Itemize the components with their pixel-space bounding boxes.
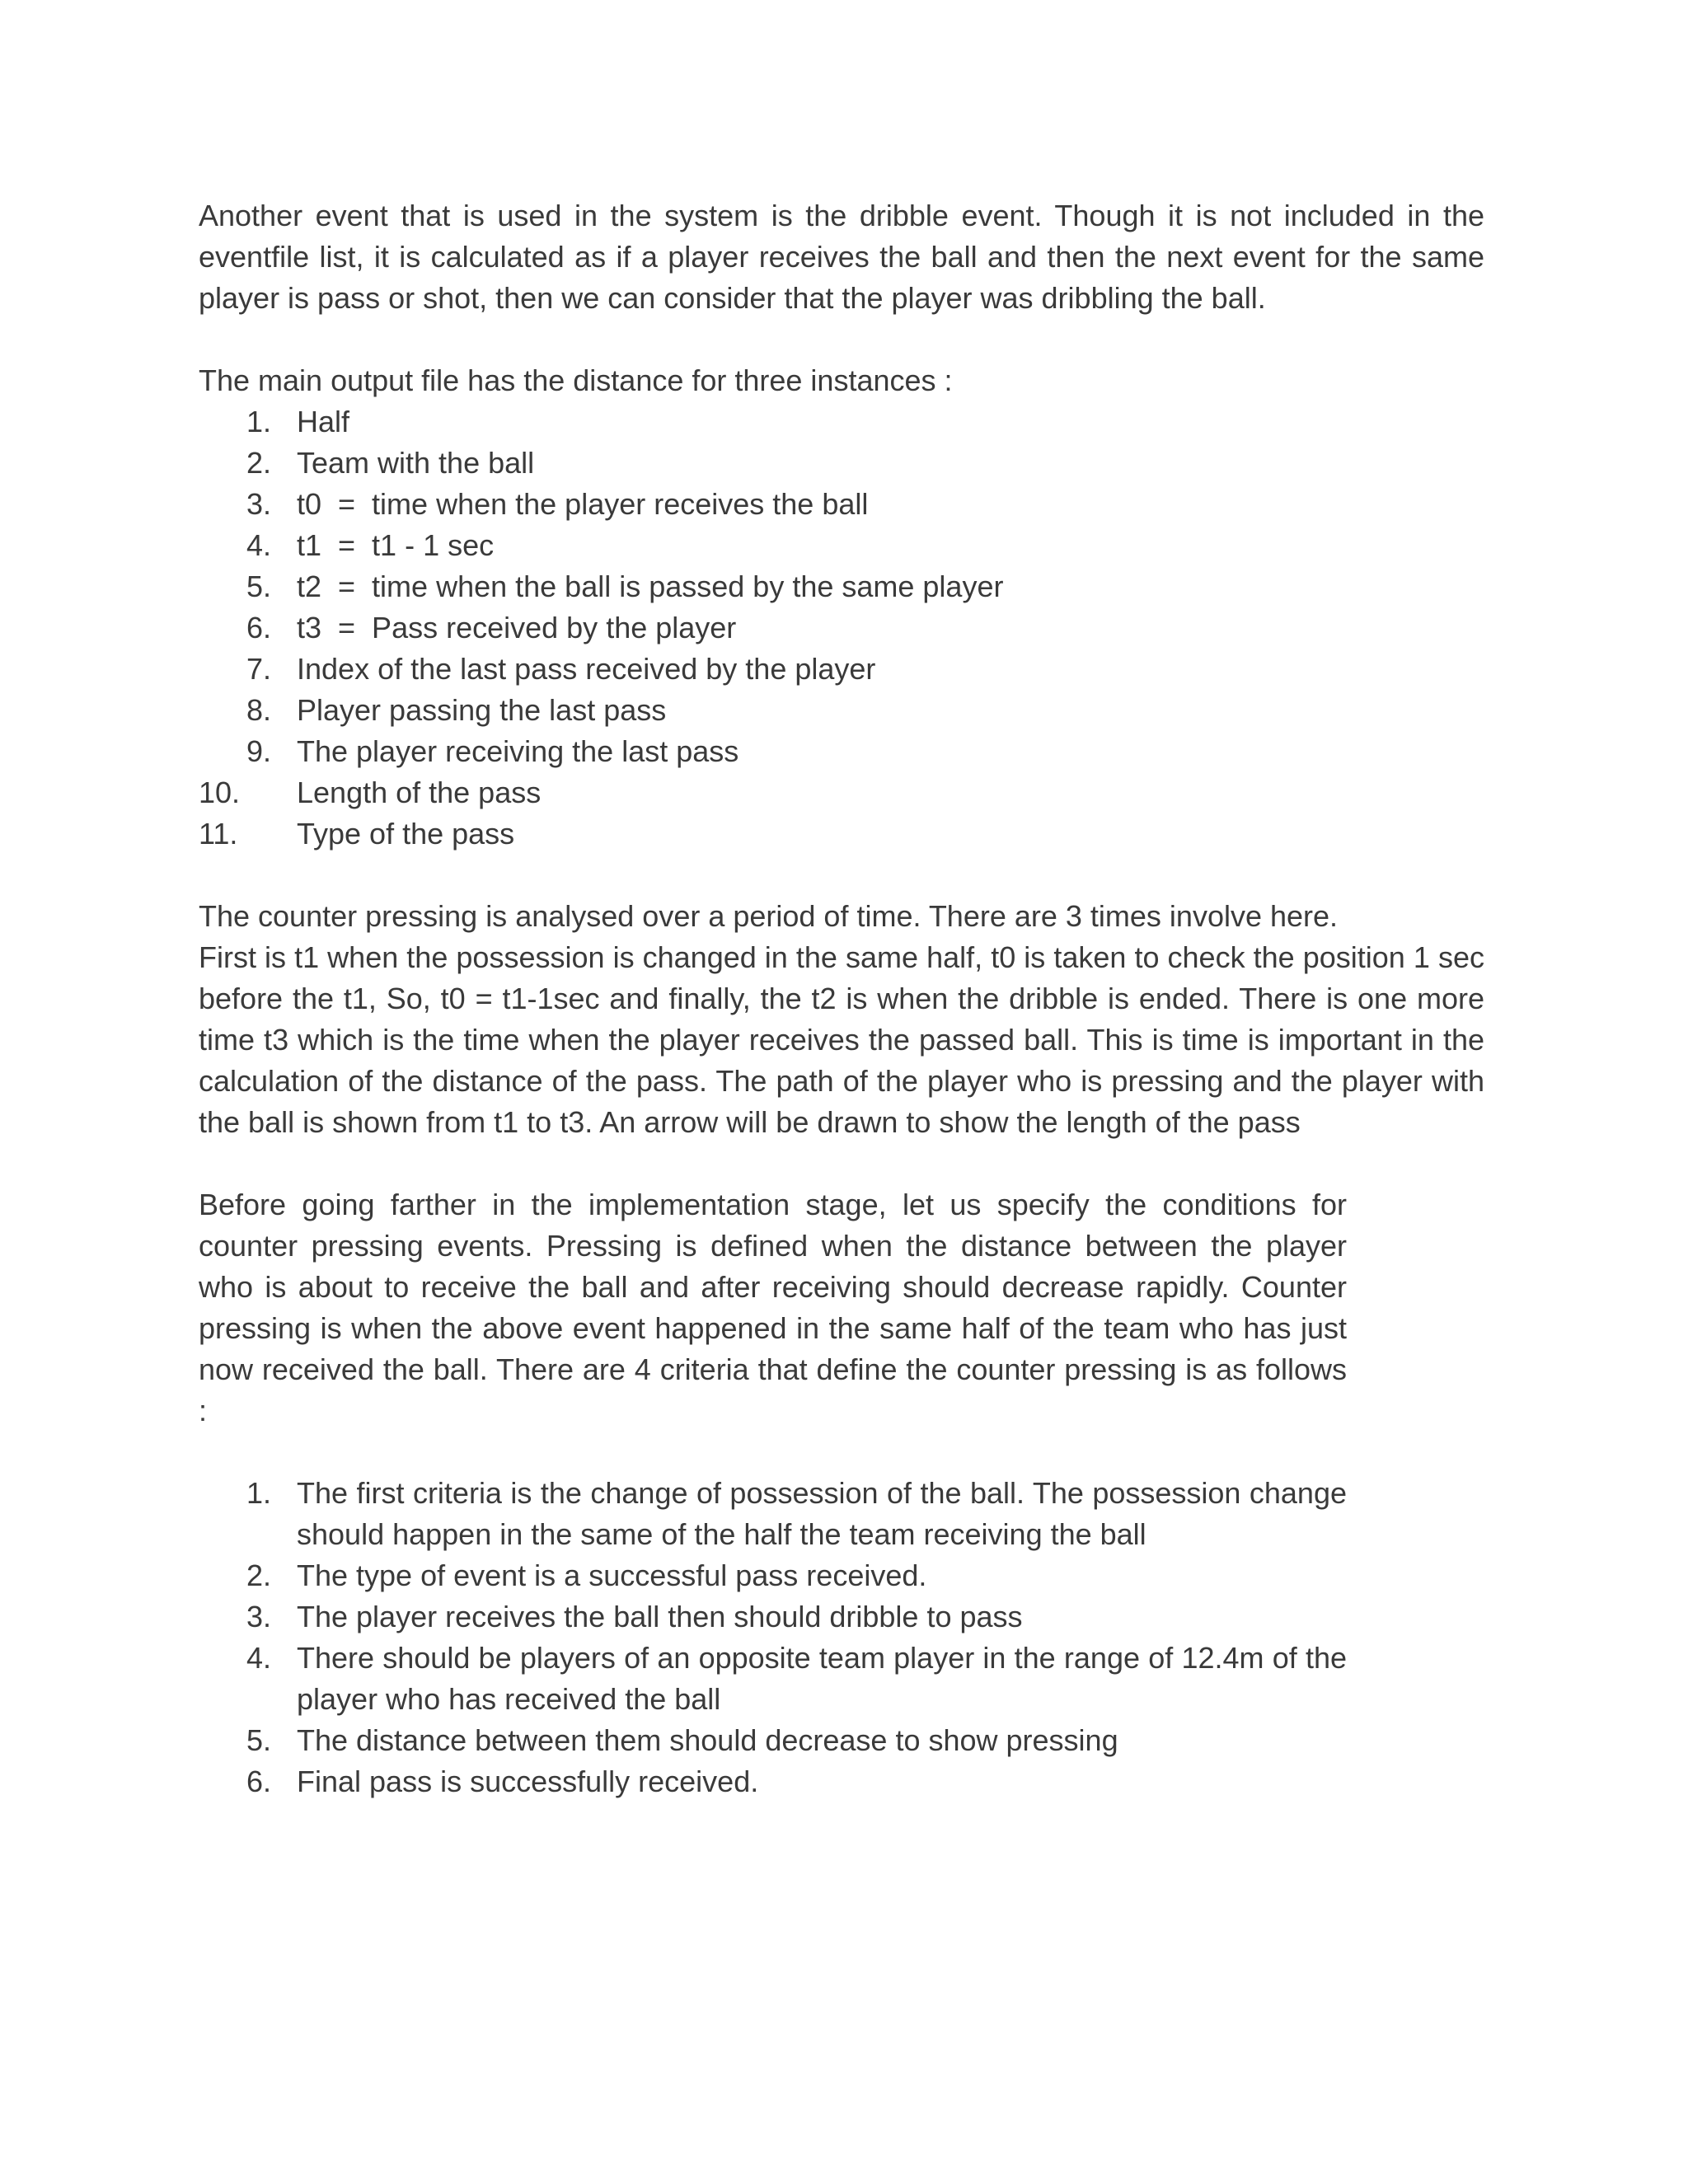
list-item (199, 772, 1484, 813)
list-number: 8. (246, 693, 272, 727)
spacer (199, 1143, 1484, 1184)
list-text: The player receiving the last pass (297, 734, 739, 768)
list-text: Team with the ball (297, 446, 535, 480)
list-item (199, 1555, 1347, 1596)
list-item (199, 607, 1484, 649)
list-item (199, 731, 1484, 772)
list-text: The first criteria is the change of possession of the ball. The possession change should happen in the same of the half the team receiving the ball (297, 1476, 1347, 1551)
list-item (199, 1596, 1347, 1638)
list-text: Final pass is successfully received. (297, 1765, 759, 1798)
list-number: 1. (246, 405, 272, 438)
list-item (199, 484, 1484, 525)
list-item (199, 525, 1484, 566)
list-text: t3 = Pass received by the player (297, 611, 737, 644)
list-number: 6. (246, 1765, 272, 1798)
list-text: The player receives the ball then should dribble to pass (297, 1600, 1023, 1633)
list-number: 5. (246, 1723, 272, 1757)
list-number: 4. (246, 1641, 272, 1675)
spacer (199, 855, 1484, 896)
list-item (199, 443, 1484, 484)
list-item (199, 1720, 1347, 1761)
output-instances-list (199, 401, 1484, 855)
list-text: t2 = time when the ball is passed by the same player (297, 569, 1004, 603)
paragraph-time-definitions: First is t1 when the possession is changed in the same half, t0 is taken to check the position 1 sec before the t1, So, t0 = t1-1sec and finally, the t2 is when the dribble is ended. There is one more time t3 which is the time when the player receives the passed ball. This is time is important in the calculation of the distance of the pass. The path of the player who is pressing and the player with the ball is shown from t1 to t3. An arrow will be drawn to show the length of the pass (199, 940, 1484, 1139)
list-text: Length of the pass (297, 776, 542, 809)
list-text: Type of the pass (297, 817, 515, 851)
list-text: t0 = time when the player receives the ball (297, 487, 869, 521)
list-number: 3. (246, 487, 272, 521)
list-text: There should be players of an opposite team player in the range of 12.4m of the player who has received the ball (297, 1641, 1347, 1716)
spacer (199, 319, 1484, 360)
list-item (199, 649, 1484, 690)
list-number: 10. (199, 776, 241, 809)
paragraph-pressing-conditions: Before going farther in the implementation stage, let us specify the conditions for counter pressing events. Pressing is defined when the distance between the player who is about to receive the ball and after receiving should decrease rapidly. Counter pressing is when the above event happened in the same half of the team who has just now received the ball. There are 4 criteria that define the counter pressing is as follows : (199, 1188, 1347, 1427)
list-item (199, 690, 1484, 731)
list-item (199, 1473, 1347, 1555)
paragraph-dribble-event: Another event that is used in the system is the dribble event. Though it is not included in the eventfile list, it is calculated as if a player receives the ball and then the next event for the same player is pass or shot, then we can consider that the player was dribbling the ball. (199, 199, 1484, 315)
list-number: 4. (246, 528, 272, 562)
list-item (199, 813, 1484, 855)
document-page (199, 195, 1484, 1802)
list-item (199, 401, 1484, 443)
paragraph-counter-pressing-times: The counter pressing is analysed over a period of time. There are 3 times involve here. (199, 899, 1339, 933)
list-number: 3. (246, 1600, 272, 1633)
output-file-intro: The main output file has the distance for three instances : (199, 363, 953, 397)
list-text: The distance between them should decrease to show pressing (297, 1723, 1118, 1757)
list-number: 1. (246, 1476, 272, 1510)
list-text: The type of event is a successful pass received. (297, 1558, 927, 1592)
list-number: 11. (199, 817, 238, 851)
list-number: 2. (246, 1558, 272, 1592)
list-item (199, 1761, 1347, 1802)
list-item (199, 566, 1484, 607)
list-text: t1 = t1 - 1 sec (297, 528, 495, 562)
list-text: Player passing the last pass (297, 693, 667, 727)
list-number: 2. (246, 446, 272, 480)
list-text: Index of the last pass received by the player (297, 652, 876, 686)
list-number: 9. (246, 734, 272, 768)
list-number: 6. (246, 611, 272, 644)
criteria-list (199, 1473, 1484, 1802)
list-item (199, 1638, 1347, 1720)
spacer (199, 1432, 1484, 1473)
list-number: 5. (246, 569, 272, 603)
list-number: 7. (246, 652, 272, 686)
list-text: Half (297, 405, 350, 438)
